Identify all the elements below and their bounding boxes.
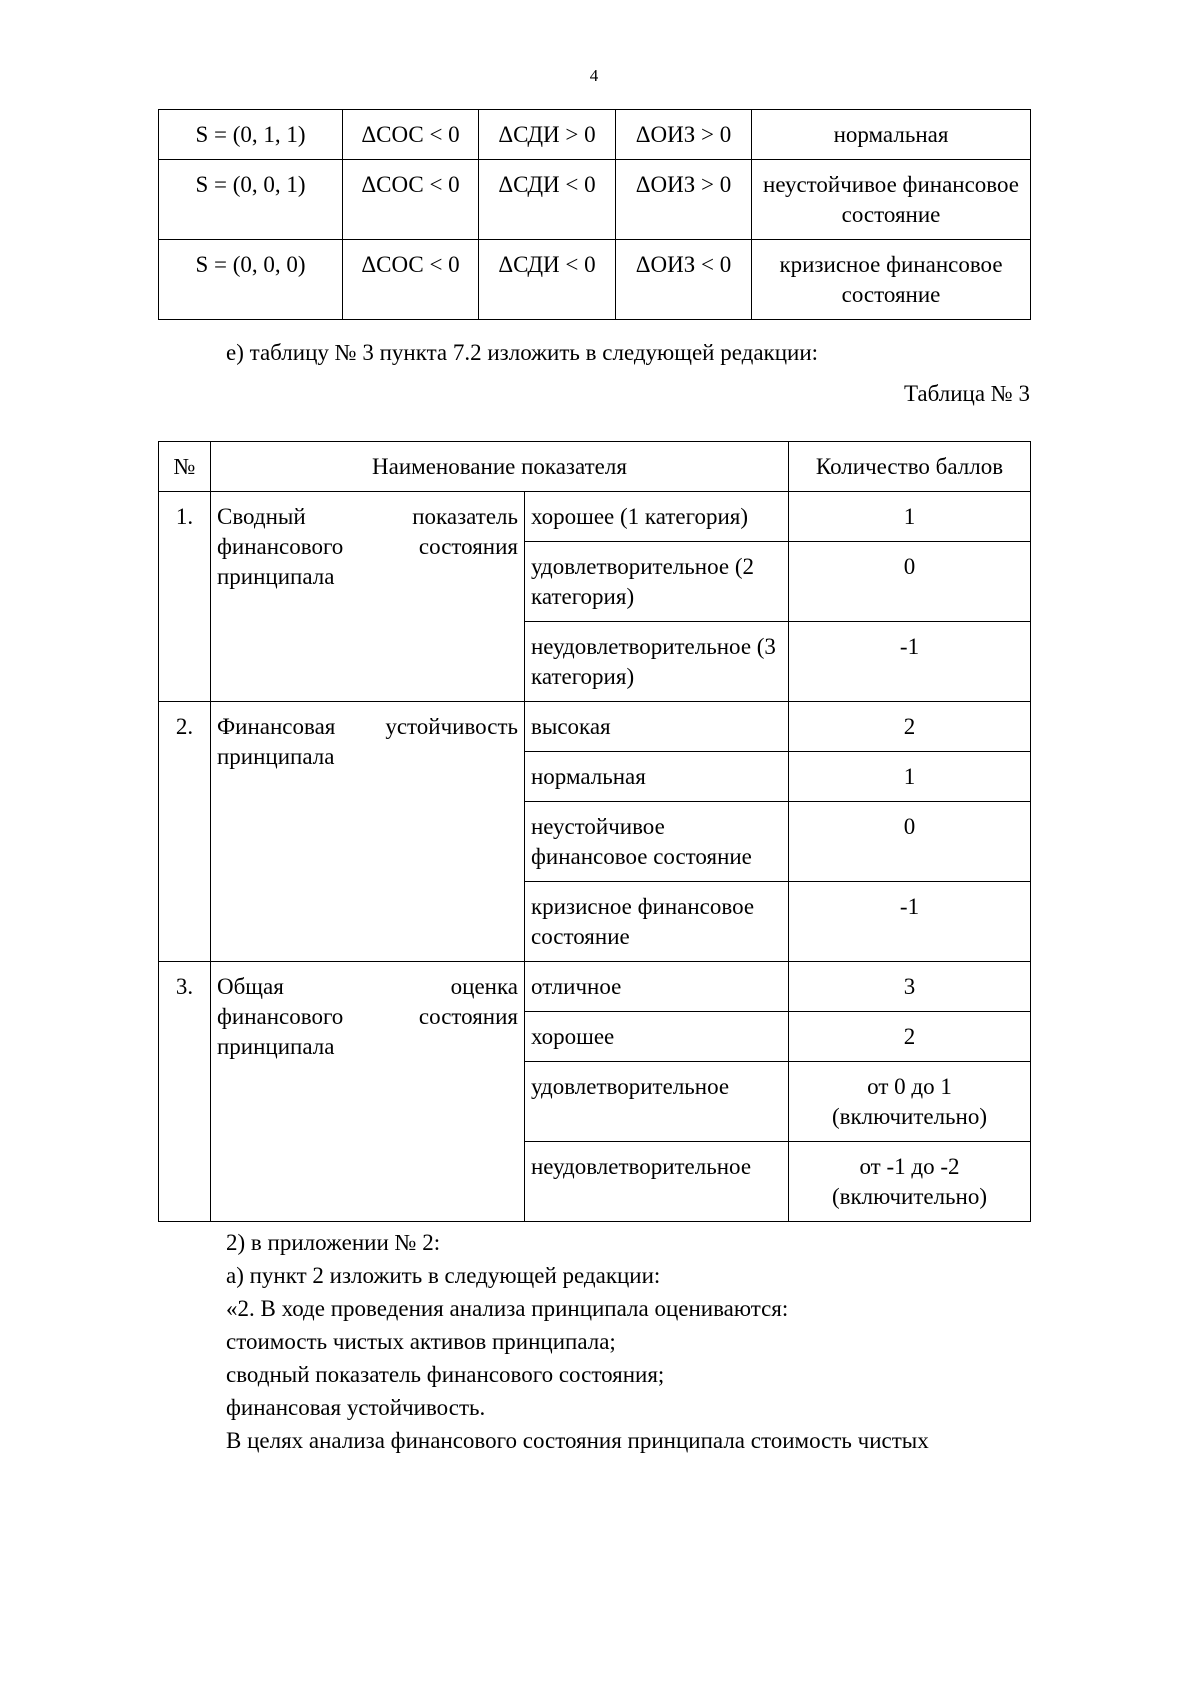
grade-label: высокая	[525, 702, 789, 752]
score-value: 2	[789, 702, 1031, 752]
table-cell: ΔСОС < 0	[343, 160, 479, 240]
paragraph: сводный показатель финансового состояния;	[226, 1362, 665, 1387]
table-header-row	[159, 442, 1031, 492]
table-cell: S = (0, 1, 1)	[159, 110, 343, 160]
table-cell: ΔСДИ < 0	[479, 160, 616, 240]
score-value: 1	[789, 492, 1031, 542]
col-header-number: №	[159, 442, 211, 492]
table-row	[159, 160, 1031, 240]
indicator-name-line: финансового состояния	[217, 534, 518, 559]
table-caption: Таблица № 3	[903, 381, 1030, 406]
indicator-name	[211, 962, 525, 1222]
grade-label: неустойчивое финансовое состояние	[525, 802, 789, 882]
row-number: 3.	[159, 962, 211, 1222]
grade-label: неудовлетворительное	[525, 1142, 789, 1222]
table-cell: нормальная	[752, 110, 1031, 160]
score-value: 0	[789, 802, 1031, 882]
grade-label: отличное	[525, 962, 789, 1012]
indicator-name	[211, 492, 525, 702]
paragraph: 2) в приложении № 2:	[226, 1230, 441, 1255]
row-number: 2.	[159, 702, 211, 962]
stability-table	[158, 109, 1031, 320]
paragraph: «2. В ходе проведения анализа принципала оцениваются:	[226, 1296, 789, 1321]
paragraph-e: е) таблицу № 3 пункта 7.2 изложить в следующей редакции:	[226, 340, 819, 365]
col-header-indicator: Наименование показателя	[211, 442, 789, 492]
indicator-name	[211, 702, 525, 962]
table-cell: ΔОИЗ > 0	[616, 160, 752, 240]
score-value: -1	[789, 622, 1031, 702]
table-cell: ΔСОС < 0	[343, 240, 479, 320]
score-value: -1	[789, 882, 1031, 962]
table-cell: ΔСОС < 0	[343, 110, 479, 160]
paragraph: В целях анализа финансового состояния принципала стоимость чистых	[226, 1428, 929, 1453]
table-row	[159, 240, 1031, 320]
indicator-name-line: Финансовая устойчивость	[217, 714, 518, 739]
score-value: 1	[789, 752, 1031, 802]
table-cell: неустойчивое финансовое состояние	[752, 160, 1031, 240]
grade-label: нормальная	[525, 752, 789, 802]
grade-label: неудовлетворительное (3 категория)	[525, 622, 789, 702]
indicator-name-line: Сводный показатель	[217, 504, 518, 529]
row-number: 1.	[159, 492, 211, 702]
table-cell: ΔСДИ < 0	[479, 240, 616, 320]
table-row	[159, 702, 1031, 752]
score-value: от 0 до 1 (включительно)	[789, 1062, 1031, 1142]
grade-label: хорошее (1 категория)	[525, 492, 789, 542]
table-row	[159, 110, 1031, 160]
score-value: 3	[789, 962, 1031, 1012]
paragraph: финансовая устойчивость.	[226, 1395, 486, 1420]
indicator-name-line: принципала	[217, 564, 335, 589]
table-cell: ΔОИЗ < 0	[616, 240, 752, 320]
grade-label: удовлетворительное (2 категория)	[525, 542, 789, 622]
score-value: 0	[789, 542, 1031, 622]
table-row	[159, 962, 1031, 1012]
col-header-score: Количество баллов	[789, 442, 1031, 492]
grade-label: хорошее	[525, 1012, 789, 1062]
score-value: 2	[789, 1012, 1031, 1062]
grade-label: кризисное финансовое состояние	[525, 882, 789, 962]
indicator-name-line: финансового состояния	[217, 1004, 518, 1029]
indicator-name-line: принципала	[217, 1034, 335, 1059]
paragraph: стоимость чистых активов принципала;	[226, 1329, 616, 1354]
page-number: 4	[589, 66, 599, 85]
table-cell: ΔОИЗ > 0	[616, 110, 752, 160]
scores-table	[158, 441, 1031, 1222]
table-cell: S = (0, 0, 1)	[159, 160, 343, 240]
table-cell: ΔСДИ > 0	[479, 110, 616, 160]
indicator-name-line: Общая оценка	[217, 974, 518, 999]
grade-label: удовлетворительное	[525, 1062, 789, 1142]
score-value: от -1 до -2 (включительно)	[789, 1142, 1031, 1222]
table-cell: кризисное финансовое состояние	[752, 240, 1031, 320]
table-cell: S = (0, 0, 0)	[159, 240, 343, 320]
paragraph: а) пункт 2 изложить в следующей редакции:	[226, 1263, 661, 1288]
indicator-name-line: принципала	[217, 744, 335, 769]
table-row	[159, 492, 1031, 542]
